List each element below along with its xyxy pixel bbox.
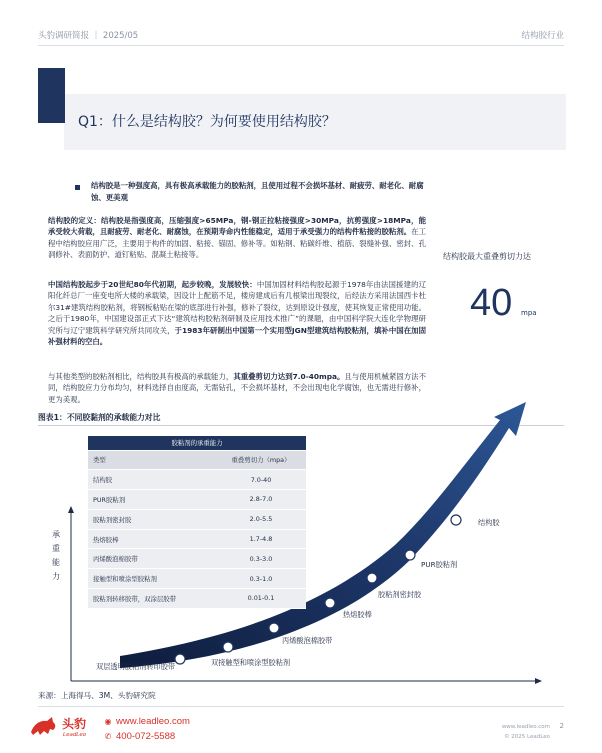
curve-label: PUR胶粘剂 [421, 560, 458, 569]
leopard-logo-icon [28, 714, 58, 738]
curve-label: 结构胶 [478, 518, 500, 527]
key-point: 结构胶是一种强度高，具有极高承载能力的胶粘剂，且使用过程不会损坏基材、耐疲劳、耐老化、耐腐蚀、更美观 [91, 181, 424, 202]
history-bold-2: 于1983年研制出中国第一个实用型JGN型建筑结构胶粘剂，填补中国在加固补强材料的空白。 [48, 325, 426, 347]
y-axis-label: 承 重 能 力 [52, 530, 60, 581]
footer-website: www.leadleo.com [501, 724, 550, 730]
table-row [88, 470, 306, 490]
phone-icon: ✆ [104, 732, 112, 741]
curve-dot [451, 515, 461, 525]
curve-dot [405, 550, 415, 560]
curve-dot [367, 573, 377, 583]
side-stat-value: 40 [470, 282, 513, 324]
history-bold-1: 中国结构胶起步于20世纪80年代初期，起步较晚，发展较快： [48, 280, 257, 289]
report-header-right: 结构胶行业 [521, 31, 564, 41]
definition-bold: 结构胶的定义：结构胶是指强度高，压缩强度>65MPa，钢-钢正拉粘接强度>30MPa，抗剪强度>18MPa，能承受较大荷载，且耐疲劳、耐老化、耐腐蚀，在预期寿命内性能稳定，适用于承受强力的结构件粘接的胶粘剂。 [48, 216, 426, 237]
cell-value: 0.3-1.0 [216, 569, 306, 589]
footer-copyright: © 2025 LeadLeo [504, 734, 550, 740]
curve-label: 胶粘剂密封胶 [378, 590, 422, 599]
cell-type: 胶粘剂密封胶 [88, 509, 216, 529]
curve-dot [223, 642, 233, 652]
figure-source: 来源：上海得马、3M、头豹研究院 [38, 691, 156, 700]
table-row [88, 509, 306, 529]
cell-value: 0.3-3.0 [216, 549, 306, 569]
phone-contact[interactable] [103, 731, 175, 742]
advantage-bold: 其重叠剪切力达到7.0-40mpa。 [233, 372, 345, 381]
table-row [88, 549, 306, 569]
advantage-rest-1: 与其他类型的胶粘剂相比，结构胶具有极高的承载能力， [48, 372, 234, 381]
table-header-shear: 重叠剪切力（mpa） [216, 450, 306, 470]
page-title: Q1：什么是结构胶？为何要使用结构胶？ [78, 114, 336, 130]
table-header-type: 类型 [88, 450, 216, 470]
cell-value: 1.7-4.8 [216, 529, 306, 549]
table-row [88, 490, 306, 510]
x-axis-arrow-icon [535, 678, 542, 684]
cell-value: 2.8-7.0 [216, 490, 306, 510]
figure-title: 图表1：不同胶黏剂的承载能力对比 [38, 413, 161, 422]
curve-dot [175, 654, 185, 664]
cell-type: 结构胶 [88, 470, 216, 490]
curve-label: 丙烯酸泡棉胶带 [282, 636, 333, 645]
cell-type: 胶粘剂转移胶带，双涂层胶带 [88, 589, 216, 609]
curve-dot [269, 623, 279, 633]
definition-rest: 在工程中结构胶应用广泛，主要用于构件的加固、粘接、锚固、修补等。如粘钢、粘碳纤维、植筋、裂缝补强、密封、孔洞修补、表面防护、道钉粘贴、混凝土粘接等。 [48, 227, 426, 260]
globe-icon: ◉ [104, 717, 112, 726]
table-row [88, 589, 306, 609]
cell-type: 丙烯酸泡棉胶带 [88, 549, 216, 569]
curve-dot [325, 598, 335, 608]
cell-type: PUR胶粘剂 [88, 490, 216, 510]
side-stat-unit: mpa [521, 309, 537, 317]
website-text: www.leadleo.com [116, 716, 190, 727]
curve-label: 热熔胶棒 [343, 610, 372, 619]
curve-label: 双接触型和喷涂型胶粘剂 [211, 658, 291, 667]
y-axis-arrow-icon [68, 506, 74, 513]
cell-value: 2.0-5.5 [216, 509, 306, 529]
table-title: 胶粘剂的承重能力 [88, 436, 306, 450]
website-link[interactable] [103, 716, 190, 727]
cell-value: 7.0-40 [216, 470, 306, 490]
report-header-left: 头豹调研简报 ｜ 2025/05 [38, 31, 139, 41]
brand-name-en: LeadLeo [63, 732, 87, 738]
footer-divider [38, 706, 564, 707]
table-row [88, 569, 306, 589]
phone-text: 400-072-5588 [116, 731, 176, 742]
cell-type: 热熔胶棒 [88, 529, 216, 549]
history-rest: 中国加固材料结构胶起源于1978年由法国援建的辽阳化纤总厂一座变电所大楼的承载梁，因设计上配筋不足，楼房建成后有几根梁出现裂纹，后经法方采用法国西卡杜尔31#建筑结构胶粘剂，将钢板粘贴在梁的底部进行补强，修补了裂纹，达到原设计强度，使其恢复正常使用功能。之后于1980年，中国建设部正式下达“建筑结构胶粘剂研制及应用技术推广”的课题，由中国科学院大连化学物理研究所与辽宁建筑科学研究所共同攻关， [48, 280, 427, 335]
cell-value: 0.01-0.1 [216, 589, 306, 609]
cell-type: 接触型和喷涂型胶粘剂 [88, 569, 216, 589]
brand-name-cn: 头豹 [62, 717, 87, 731]
adhesive-strength-table [88, 436, 306, 609]
curve-label: 双层透明胶粘剂转印胶带 [96, 662, 176, 671]
advantage-rest-2: 且与使用机械紧固方法不同，结构胶应力分布均匀，材料选择自由度高，无需钻孔，不会损坏基材，不会出现电化学腐蚀，也无需进行修补，更为美观。 [48, 372, 426, 404]
table-row [88, 529, 306, 549]
side-stat-label: 结构胶最大重叠剪切力达 [443, 252, 531, 261]
page-number: 2 [559, 722, 564, 730]
